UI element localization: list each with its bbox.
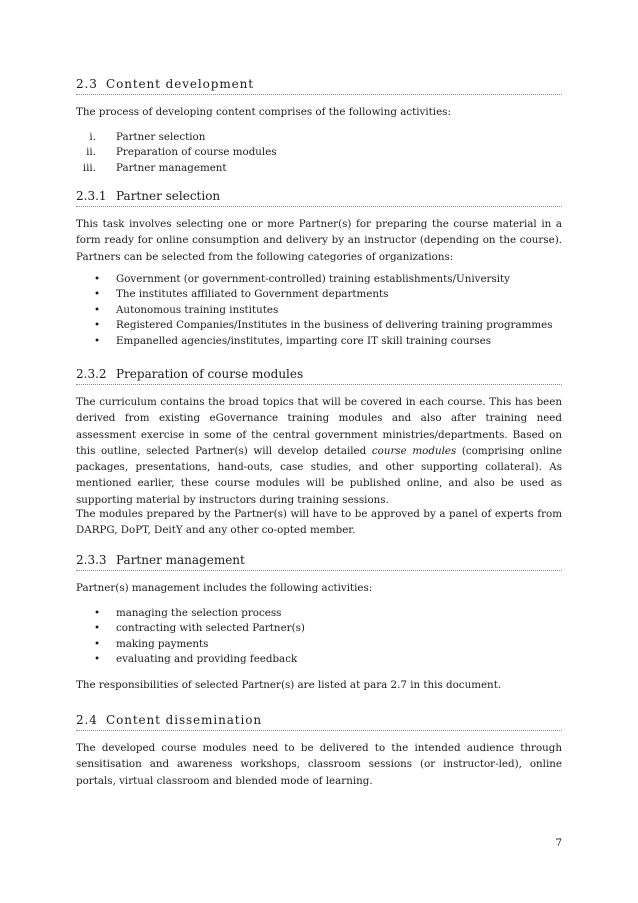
section-number: 2.3.3 <box>76 553 107 567</box>
list-item <box>76 272 562 287</box>
bullet-icon: • <box>94 653 101 666</box>
section-title: Content dissemination <box>106 713 262 727</box>
list-text: Empanelled agencies/institutes, imparting core IT skill training courses <box>116 334 491 347</box>
bullet-icon: • <box>94 273 101 285</box>
list-item <box>76 287 562 302</box>
activities-list <box>76 130 562 176</box>
list-item <box>76 318 562 333</box>
page-number: 7 <box>555 837 562 849</box>
section-2-4-heading <box>76 712 562 731</box>
list-text: Partner selection <box>116 131 206 143</box>
list-text: Partner management <box>116 161 227 174</box>
section-title: Preparation of course modules <box>116 367 304 381</box>
list-text: contracting with selected Partner(s) <box>116 622 305 635</box>
section-title: Partner management <box>116 553 245 567</box>
list-item <box>76 303 562 318</box>
section-2-3-heading <box>76 76 562 95</box>
section-2-3-2-heading <box>76 366 562 385</box>
list-text: Preparation of course modules <box>116 146 277 159</box>
section-number: 2.3.2 <box>76 367 107 381</box>
bullet-icon: • <box>94 637 101 650</box>
list-numeral: i. <box>89 131 96 143</box>
list-numeral: ii. <box>86 146 96 159</box>
list-text: The institutes affiliated to Government departments <box>116 288 389 301</box>
section-title: Content development <box>106 77 254 91</box>
section-2-3-3-intro: Partner(s) management includes the following activities: <box>76 582 373 594</box>
section-number: 2.4 <box>76 713 98 727</box>
list-text: Registered Companies/Institutes in the business of delivering training programmes <box>116 319 553 332</box>
section-2-3-3-heading <box>76 552 562 571</box>
bullet-icon: • <box>94 319 101 332</box>
section-2-3-2-paragraph-1 <box>76 394 562 508</box>
bullet-icon: • <box>94 334 101 347</box>
list-text: managing the selection process <box>116 607 282 619</box>
list-text: Autonomous training institutes <box>116 303 279 316</box>
list-text: Government (or government-controlled) training establishments/University <box>116 273 510 285</box>
emphasis-course-modules: course modules <box>371 444 457 457</box>
list-item <box>76 145 562 160</box>
partner-categories-list <box>76 272 562 349</box>
section-2-3-intro: The process of developing content comprises of the following activities: <box>76 106 451 118</box>
section-2-3-1-heading <box>76 188 562 207</box>
section-2-3-2-paragraph-2: The modules prepared by the Partner(s) will have to be approved by a panel of experts from DARPG, DoPT, DeitY and any other co-opted member. <box>76 508 562 537</box>
text-run: (comprising online packages, presentations, hand-outs, case studies, and other supporting collateral). As mentioned earlier, these course modules will be published online, and also be used as supporting material by instructors during training sessions. <box>76 444 563 506</box>
list-item <box>76 161 562 176</box>
bullet-icon: • <box>94 607 101 619</box>
list-item <box>76 334 562 349</box>
section-2-3-3-closing: The responsibilities of selected Partner(s) are listed at para 2.7 in this document. <box>76 679 502 691</box>
section-2-4-paragraph: The developed course modules need to be delivered to the intended audience through sensitisation and awareness workshops, classroom sessions (or instructor-led), online portals, virtual classroom and blended mode of learning. <box>76 742 562 787</box>
list-item <box>76 652 562 667</box>
section-number: 2.3.1 <box>76 189 107 203</box>
list-item <box>76 606 562 621</box>
section-title: Partner selection <box>116 189 221 203</box>
list-text: evaluating and providing feedback <box>116 653 298 666</box>
list-numeral: iii. <box>82 161 96 174</box>
section-number: 2.3 <box>76 77 98 91</box>
list-item <box>76 637 562 652</box>
bullet-icon: • <box>94 288 101 301</box>
text-run: The curriculum contains the broad topics that will be covered in each course. This has been derived from existing eGovernance training modules and also after training need assessment exercise in some of the central government ministries/departments. Based on this outline, selected Partner(s) will develop detailed <box>76 396 562 457</box>
list-text: making payments <box>116 637 209 650</box>
bullet-icon: • <box>94 622 101 635</box>
section-2-3-1-paragraph: This task involves selecting one or more Partner(s) for preparing the course material in a form ready for online consumption and delivery by an instructor (depending on the course). Partners can be selected from the following categories of organizations: <box>76 218 562 263</box>
list-item <box>76 130 562 145</box>
management-activities-list <box>76 606 562 668</box>
bullet-icon: • <box>94 303 101 316</box>
list-item <box>76 621 562 636</box>
